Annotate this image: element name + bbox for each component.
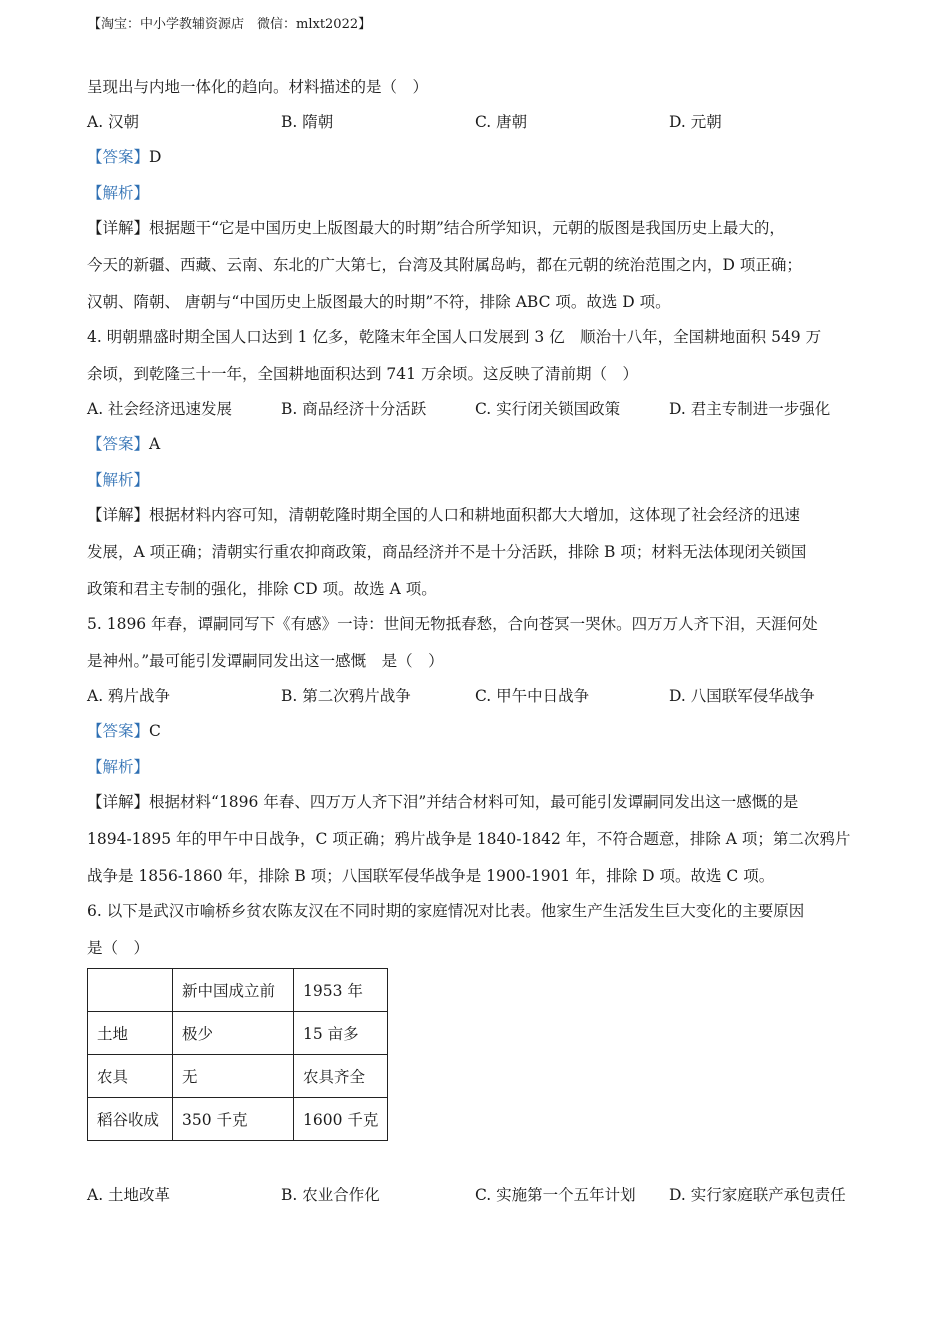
- table-cell: 新中国成立前: [173, 969, 294, 1012]
- table-cell: 15 亩多: [294, 1012, 388, 1055]
- table-header-row: [88, 969, 388, 1012]
- detail-tag: 【详解】: [87, 219, 150, 237]
- analysis-tag: 【解析】: [87, 184, 150, 202]
- answer-value: C: [149, 722, 161, 740]
- q5-detail-line-1: [87, 792, 798, 812]
- q5-detail-line-2: 1894-1895 年的甲午中日战争，C 项正确；鸦片战争是 1840-1842 年，不符合题意，排除 A 项；第二次鸦片: [87, 830, 851, 848]
- table-cell: 农具: [88, 1055, 173, 1098]
- analysis-tag: 【解析】: [87, 471, 150, 489]
- q4-answer: [87, 434, 160, 454]
- q5-option-a: A. 鸦片战争: [87, 687, 171, 705]
- q3-option-d: D. 元朝: [669, 113, 722, 131]
- q3-answer: [87, 147, 161, 167]
- detail-text: 根据材料“1896 年春、四万万人齐下泪”并结合材料可知，最可能引发谭嗣同发出这一感慨的是: [149, 793, 799, 811]
- q4-detail-line-3: 政策和君主专制的强化，排除 CD 项。故选 A 项。: [87, 580, 437, 598]
- q5-option-d: D. 八国联军侵华战争: [669, 687, 815, 705]
- q4-option-c: C. 实行闭关锁国政策: [475, 400, 621, 418]
- detail-text: 根据材料内容可知，清朝乾隆时期全国的人口和耕地面积都大大增加，这体现了社会经济的迅速: [149, 506, 801, 524]
- table-cell: 1600 千克: [294, 1098, 388, 1141]
- q3-detail-line-1: [87, 218, 785, 238]
- q4-detail-line-1: [87, 505, 800, 525]
- table-cell: 350 千克: [173, 1098, 294, 1141]
- q5-stem-line-2: 是神州。”最可能引发谭嗣同发出这一感慨 是（ ）: [87, 652, 444, 670]
- table-cell: 土地: [88, 1012, 173, 1055]
- q6-stem-line-2: 是（ ）: [87, 939, 150, 957]
- q6-option-a: A. 土地改革: [87, 1186, 171, 1204]
- table-cell: [88, 969, 173, 1012]
- q6-stem-line-1: 6. 以下是武汉市喻桥乡贫农陈友汉在不同时期的家庭情况对比表。他家生产生活发生巨大变化的主要原因: [87, 902, 805, 920]
- answer-value: D: [149, 148, 162, 166]
- q4-analysis: [87, 470, 149, 490]
- table-cell: 农具齐全: [294, 1055, 388, 1098]
- q6-options: [87, 1185, 867, 1205]
- detail-text: 根据题干“它是中国历史上版图最大的时期”结合所学知识，元朝的版图是我国历史上最大的，: [149, 219, 785, 237]
- q5-option-c: C. 甲午中日战争: [475, 687, 590, 705]
- q5-answer: [87, 721, 161, 741]
- table-cell: 无: [173, 1055, 294, 1098]
- table-cell: 极少: [173, 1012, 294, 1055]
- table-cell: 稻谷收成: [88, 1098, 173, 1141]
- q6-option-c: C. 实施第一个五年计划: [475, 1186, 636, 1204]
- table-cell: 1953 年: [294, 969, 388, 1012]
- q3-option-c: C. 唐朝: [475, 113, 528, 131]
- q3-stem: 呈现出与内地一体化的趋向。材料描述的是（ ）: [87, 78, 429, 96]
- q3-option-a: A. 汉朝: [87, 113, 140, 131]
- q6-option-b: B. 农业合作化: [281, 1186, 380, 1204]
- q4-detail-line-2: 发展，A 项正确；清朝实行重农抑商政策，商品经济并不是十分活跃，排除 B 项；材料无法体现闭关锁国: [87, 543, 807, 561]
- detail-tag: 【详解】: [87, 793, 150, 811]
- q6-comparison-table: [87, 968, 388, 1141]
- answer-value: A: [149, 435, 161, 453]
- q4-option-a: A. 社会经济迅速发展: [87, 400, 233, 418]
- answer-tag: 【答案】: [87, 148, 150, 166]
- q5-option-b: B. 第二次鸦片战争: [281, 687, 411, 705]
- q3-analysis: [87, 183, 149, 203]
- page-header-watermark: 【淘宝：中小学教辅资源店 微信：mlxt2022】: [88, 17, 372, 32]
- q5-analysis: [87, 757, 149, 777]
- table-row: [88, 1012, 388, 1055]
- q4-option-b: B. 商品经济十分活跃: [281, 400, 427, 418]
- table-row: [88, 1055, 388, 1098]
- q4-stem-line-2: 余顷，到乾隆三十一年，全国耕地面积达到 741 万余顷。这反映了清前期（ ）: [87, 365, 638, 383]
- q3-detail-line-2: 今天的新疆、西藏、云南、东北的广大第七，台湾及其附属岛屿，都在元朝的统治范围之内，D 项正确；: [87, 256, 802, 274]
- q4-stem-line-1: 4. 明朝鼎盛时期全国人口达到 1 亿多，乾隆末年全国人口发展到 3 亿 顺治十八年，全国耕地面积 549 万: [87, 328, 822, 346]
- q5-stem-line-1: 5. 1896 年春，谭嗣同写下《有感》一诗：世间无物抵春愁，合向苍冥一哭休。四万万人齐下泪，天涯何处: [87, 615, 818, 633]
- detail-tag: 【详解】: [87, 506, 150, 524]
- analysis-tag: 【解析】: [87, 758, 150, 776]
- answer-tag: 【答案】: [87, 435, 150, 453]
- q6-option-d: D. 实行家庭联产承包责任: [669, 1186, 846, 1204]
- answer-tag: 【答案】: [87, 722, 150, 740]
- q4-options: [87, 399, 867, 419]
- q3-option-b: B. 隋朝: [281, 113, 334, 131]
- q4-option-d: D. 君主专制进一步强化: [669, 400, 831, 418]
- q5-options: [87, 686, 867, 706]
- q3-detail-line-3: 汉朝、隋朝、 唐朝与“中国历史上版图最大的时期”不符，排除 ABC 项。故选 D 项。: [87, 293, 671, 311]
- q3-options: [87, 112, 867, 132]
- table-row: [88, 1098, 388, 1141]
- q5-detail-line-3: 战争是 1856-1860 年，排除 B 项；八国联军侵华战争是 1900-1901 年，排除 D 项。故选 C 项。: [87, 867, 775, 885]
